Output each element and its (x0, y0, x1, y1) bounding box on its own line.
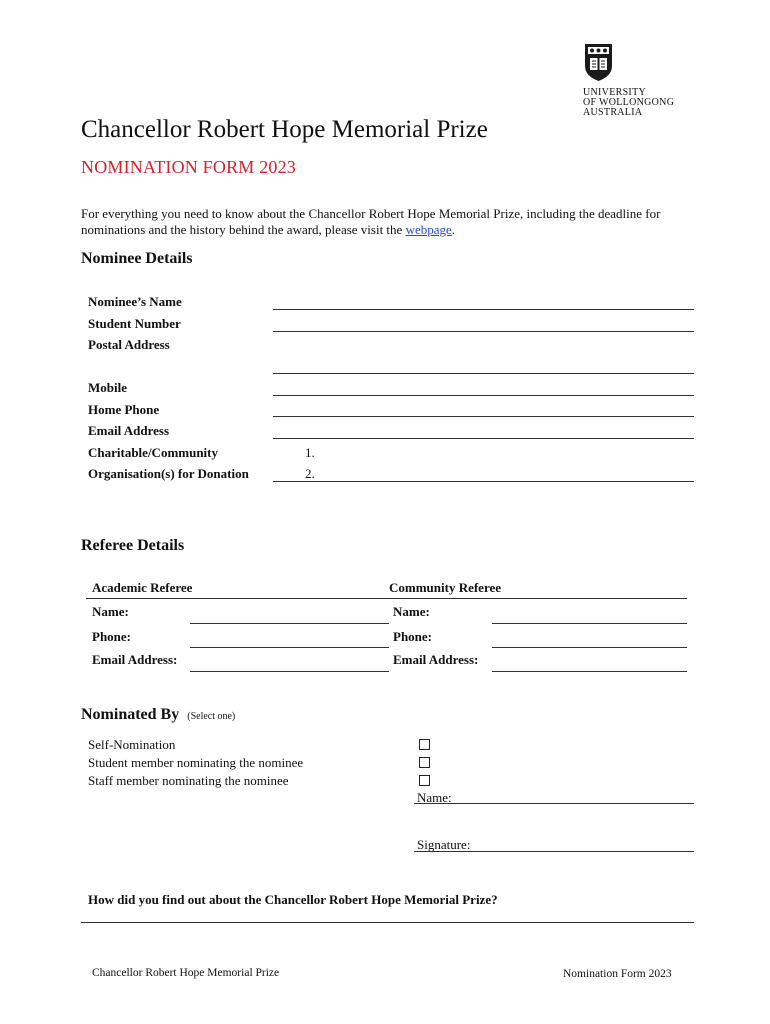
home-phone-field[interactable] (273, 416, 694, 417)
community-phone-label: Phone: (393, 629, 432, 644)
community-name-label: Name: (393, 604, 430, 619)
how-did-you-find-out-question: How did you find out about the Chancellor Robert Hope Memorial Prize? (88, 892, 498, 907)
organisation-field[interactable] (273, 481, 694, 482)
student-number-field[interactable] (273, 331, 694, 332)
page-title: Chancellor Robert Hope Memorial Prize (81, 116, 488, 143)
nominator-name-label: Name: (417, 790, 452, 805)
signature-label: Signature: (417, 837, 471, 852)
footer-right: Nomination Form 2023 (563, 968, 672, 980)
nominator-name-field[interactable] (414, 803, 694, 804)
referee-header-rule (86, 598, 687, 599)
home-phone-label: Home Phone (88, 402, 160, 417)
community-phone-field[interactable] (492, 647, 687, 648)
nominated-by-heading: Nominated By (81, 706, 180, 723)
academic-email-field[interactable] (190, 671, 389, 672)
logo-text-line2: OF WOLLONGONG (583, 97, 675, 108)
postal-address-label: Postal Address (88, 337, 170, 352)
staff-member-checkbox[interactable] (419, 775, 430, 786)
academic-email-label: Email Address: (92, 652, 178, 667)
university-logo (583, 42, 683, 118)
organisation-label: Organisation(s) for Donation (88, 466, 249, 481)
mobile-label: Mobile (88, 380, 127, 395)
academic-phone-label: Phone: (92, 629, 131, 644)
academic-name-label: Name: (92, 604, 129, 619)
academic-referee-heading: Academic Referee (92, 580, 193, 595)
nominee-details-heading: Nominee Details (81, 250, 193, 267)
student-number-label: Student Number (88, 316, 181, 331)
intro-end: . (451, 222, 456, 237)
academic-name-field[interactable] (190, 623, 389, 624)
university-crest-icon (583, 42, 614, 82)
mobile-field[interactable] (273, 395, 694, 396)
option-student-member: Student member nominating the nominee (88, 755, 304, 770)
option-self-nomination: Self-Nomination (88, 737, 176, 752)
logo-text-line1: UNIVERSITY (583, 87, 646, 98)
community-name-field[interactable] (492, 623, 687, 624)
email-address-label: Email Address (88, 423, 170, 438)
referee-details-heading: Referee Details (81, 537, 185, 554)
nominee-name-label: Nominee’s Name (88, 294, 182, 309)
postal-address-field[interactable] (273, 373, 694, 374)
community-referee-heading: Community Referee (389, 580, 502, 595)
charitable-label: Charitable/Community (88, 445, 218, 460)
signature-field[interactable] (414, 851, 694, 852)
organisation-item-2-number: 2. (305, 466, 315, 481)
community-email-field[interactable] (492, 671, 687, 672)
nominated-by-heading-row (81, 706, 235, 724)
email-address-field[interactable] (273, 438, 694, 439)
footer-left: Chancellor Robert Hope Memorial Prize (92, 967, 280, 979)
student-member-checkbox[interactable] (419, 757, 430, 768)
community-email-label: Email Address: (393, 652, 479, 667)
organisation-item-1-number: 1. (305, 445, 315, 460)
intro-paragraph (81, 206, 701, 238)
form-subtitle: NOMINATION FORM 2023 (81, 157, 297, 177)
academic-phone-field[interactable] (190, 647, 389, 648)
nominee-name-field[interactable] (273, 309, 694, 310)
select-one-hint: (Select one) (187, 711, 236, 722)
answer-field[interactable] (81, 922, 694, 923)
webpage-link[interactable]: webpage (405, 222, 452, 237)
logo-text-line3: AUSTRALIA (583, 107, 643, 118)
self-nomination-checkbox[interactable] (419, 739, 430, 750)
intro-text: For everything you need to know about the Chancellor Robert Hope Memorial Prize, including the deadline for nominations and the history behind the award, please visit the (81, 206, 661, 237)
option-staff-member: Staff member nominating the nominee (88, 773, 289, 788)
